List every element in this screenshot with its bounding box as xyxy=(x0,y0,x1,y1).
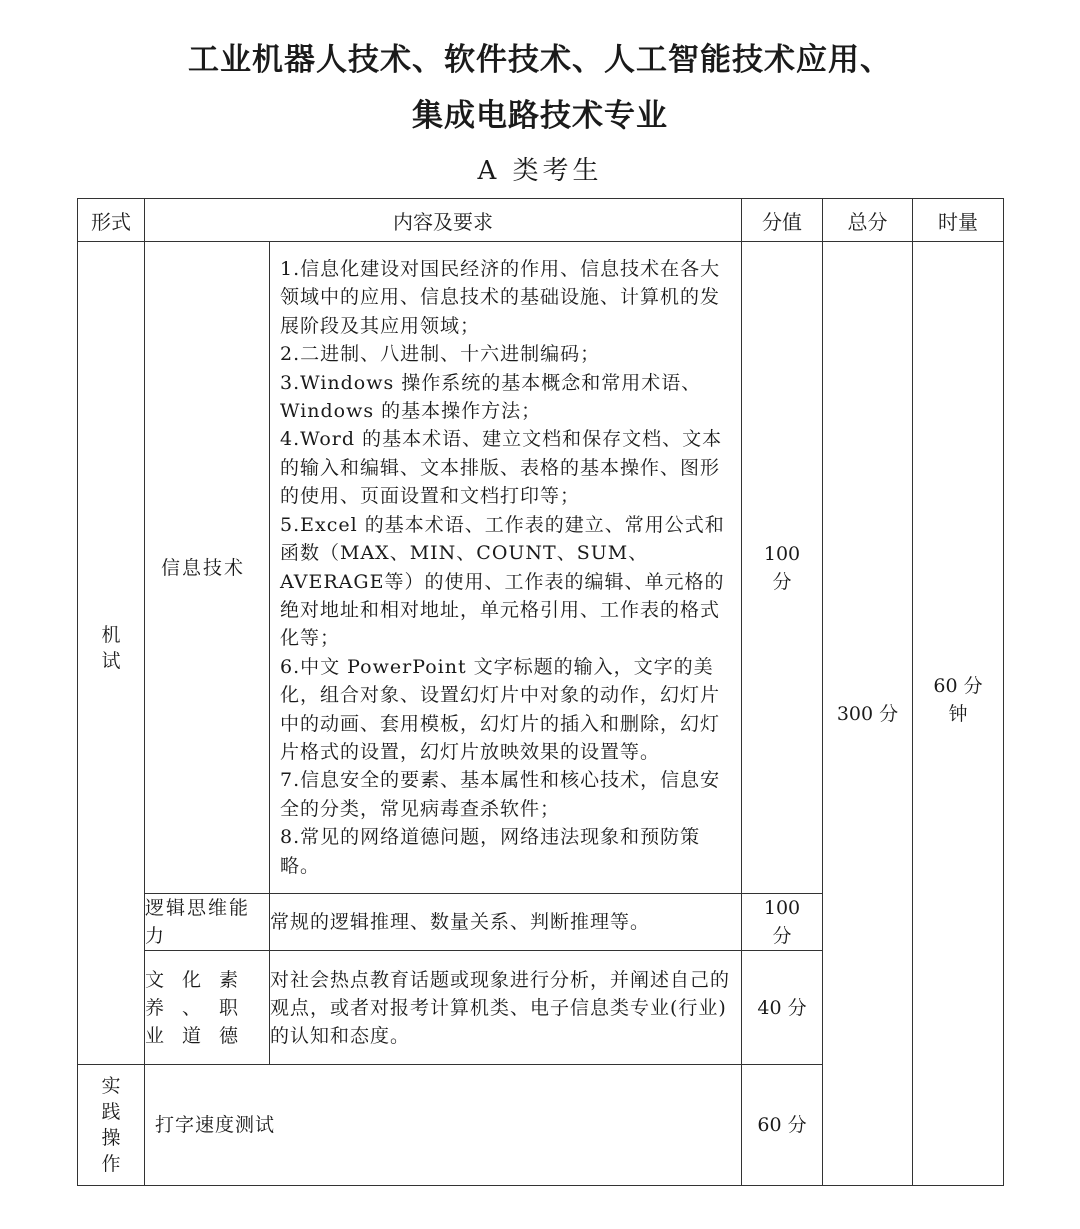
page-subtitle: A 类考生 xyxy=(477,156,603,186)
page-title-line-1: 工业机器人技术、软件技术、人工智能技术应用、 xyxy=(188,42,892,78)
info-tech-item: 4.Word 的基本术语、建立文档和保存文档、文本的输入和编辑、文本排版、表格的基本操作、图形的使用、页面设置和文档打印等； xyxy=(280,428,723,508)
exam-table xyxy=(77,198,1004,1186)
info-tech-item: 3.Windows 操作系统的基本概念和常用术语、Windows 的基本操作方法； xyxy=(280,371,702,423)
info-tech-item: 5.Excel 的基本术语、工作表的建立、常用公式和函数（MAX、MIN、COUNT、SUM、AVERAGE等）的使用、工作表的编辑、单元格的绝对地址和相对地址，单元格引用、工作表的格式化等； xyxy=(280,513,725,650)
content-logic: 常规的逻辑推理、数量关系、判断推理等。 xyxy=(270,894,742,951)
subject-info-tech: 信息技术 xyxy=(145,242,270,894)
score-logic: 100 分 xyxy=(742,894,823,951)
header-content: 内容及要求 xyxy=(145,199,742,242)
subject-culture: 文化素养、职业道德 xyxy=(145,951,270,1065)
subject-logic: 逻辑思维能力 xyxy=(145,894,270,951)
info-tech-item-list xyxy=(270,253,741,882)
duration: 60 分 钟 xyxy=(913,242,1004,1186)
table-row xyxy=(78,242,1004,894)
table-header-row xyxy=(78,199,1004,242)
page-title-line-2: 集成电路技术专业 xyxy=(412,98,668,134)
header-score: 分值 xyxy=(742,199,823,242)
content-culture: 对社会热点教育话题或现象进行分析，并阐述自己的观点，或者对报考计算机类、电子信息类专业(行业)的认知和态度。 xyxy=(270,951,742,1065)
score-culture: 40 分 xyxy=(742,951,823,1065)
content-info-tech xyxy=(270,242,742,894)
info-tech-item: 1.信息化建设对国民经济的作用、信息技术在各大领域中的应用、信息技术的基础设施、计算机的发展阶段及其应用领域； xyxy=(280,258,721,337)
info-tech-item: 6.中文 PowerPoint 文字标题的输入，文字的美化，组合对象、设置幻灯片中对象的动作，幻灯片中的动画、套用模板，幻灯片的插入和删除，幻灯片格式的设置，幻灯片放映效果的设置等。 xyxy=(280,655,721,763)
score-info-tech: 100 分 xyxy=(742,242,823,894)
header-form: 形式 xyxy=(78,199,145,242)
info-tech-item: 7.信息安全的要素、基本属性和核心技术，信息安全的分类，常见病毒查杀软件； xyxy=(280,769,721,820)
header-total: 总分 xyxy=(823,199,913,242)
form-machine-test: 机 试 xyxy=(78,242,145,1065)
form-practice: 实 践 操 作 xyxy=(78,1065,145,1186)
total-score: 300 分 xyxy=(823,242,913,1186)
info-tech-item: 2.二进制、八进制、十六进制编码； xyxy=(280,343,601,366)
content-typing: 打字速度测试 xyxy=(145,1065,742,1186)
score-typing: 60 分 xyxy=(742,1065,823,1186)
info-tech-item: 8.常见的网络道德问题，网络违法现象和预防策略。 xyxy=(280,826,701,877)
header-duration: 时量 xyxy=(913,199,1004,242)
